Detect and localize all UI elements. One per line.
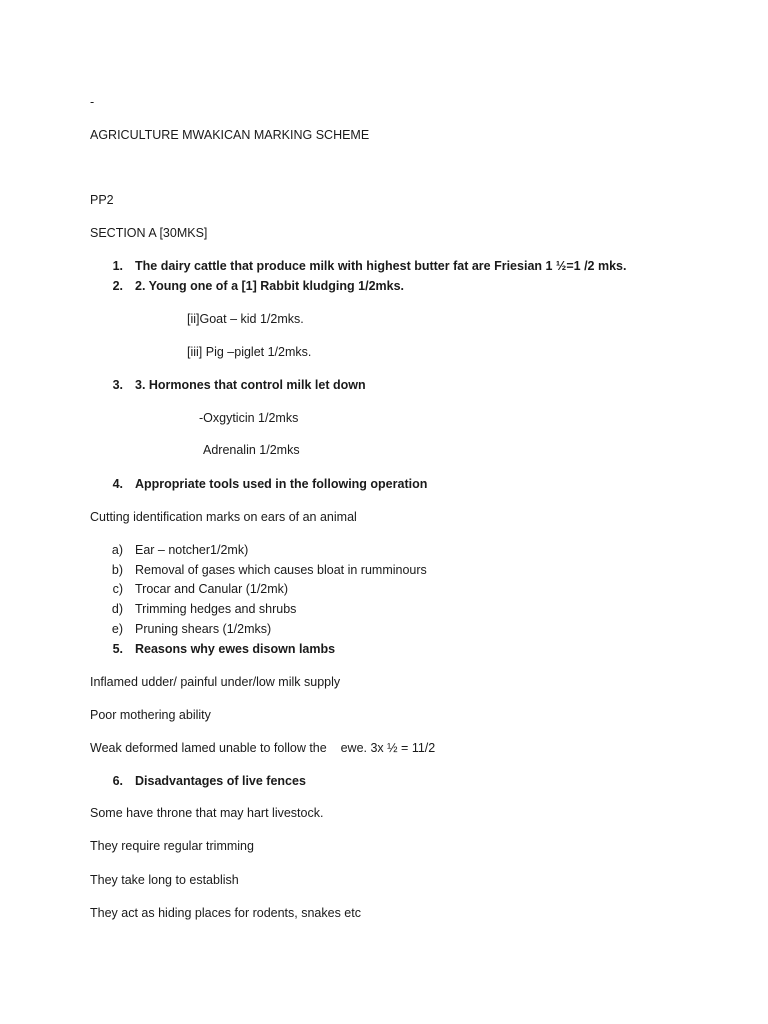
q4-item-c: Trocar and Canular (1/2mk) bbox=[135, 582, 289, 596]
q5-answer: Poor mothering ability bbox=[90, 708, 211, 722]
q5-answer: Inflamed udder/ painful under/low milk supply bbox=[90, 675, 341, 689]
q3-number: 3. bbox=[112, 378, 123, 392]
q3-text: 3. Hormones that control milk let down bbox=[135, 378, 366, 392]
q4-item-d-letter: d) bbox=[111, 602, 123, 616]
q1-text: The dairy cattle that produce milk with highest butter fat are Friesian 1 ½=1 /2 mks. bbox=[135, 259, 627, 273]
paper-label: PP2 bbox=[90, 193, 114, 207]
q4-item-b-letter: b) bbox=[111, 563, 123, 577]
q2-answer-pig: [iii] Pig –piglet 1/2mks. bbox=[187, 345, 312, 359]
q4-text: Appropriate tools used in the following operation bbox=[135, 477, 428, 491]
q3-answer-adrenalin: Adrenalin 1/2mks bbox=[203, 443, 300, 457]
q4-number: 4. bbox=[112, 477, 123, 491]
q3-answer-oxytocin: -Oxgyticin 1/2mks bbox=[199, 411, 299, 425]
q4-item-c-letter: c) bbox=[112, 582, 123, 596]
q2-answer-goat: [ii]Goat – kid 1/2mks. bbox=[187, 312, 304, 326]
q4-item-d: Trimming hedges and shrubs bbox=[135, 602, 297, 616]
q2-text: 2. Young one of a [1] Rabbit kludging 1/2mks. bbox=[135, 279, 405, 293]
q5-number: 5. bbox=[112, 642, 123, 656]
dash-mark: - bbox=[90, 95, 95, 109]
q6-answer: Some have throne that may hart livestock. bbox=[90, 806, 324, 820]
q4-intro: Cutting identification marks on ears of an animal bbox=[90, 510, 357, 524]
q6-answer: They take long to establish bbox=[90, 873, 239, 887]
q1-number: 1. bbox=[112, 259, 123, 273]
document-title: AGRICULTURE MWAKICAN MARKING SCHEME bbox=[90, 128, 370, 142]
q5-answer: Weak deformed lamed unable to follow the ewe. 3x ½ = 11/2 bbox=[90, 741, 436, 755]
q6-text: Disadvantages of live fences bbox=[135, 774, 306, 788]
section-heading: SECTION A [30MKS] bbox=[90, 226, 208, 240]
q2-number: 2. bbox=[112, 279, 123, 293]
q4-item-e-letter: e) bbox=[111, 622, 123, 636]
q5-text: Reasons why ewes disown lambs bbox=[135, 642, 336, 656]
q6-answer: They require regular trimming bbox=[90, 839, 254, 853]
q4-item-a-letter: a) bbox=[111, 543, 123, 557]
q4-item-e: Pruning shears (1/2mks) bbox=[135, 622, 272, 636]
q6-answer: They act as hiding places for rodents, snakes etc bbox=[90, 906, 361, 920]
q4-item-a: Ear – notcher1/2mk) bbox=[135, 543, 249, 557]
q4-item-b: Removal of gases which causes bloat in rumminours bbox=[135, 563, 427, 577]
q6-number: 6. bbox=[112, 774, 123, 788]
